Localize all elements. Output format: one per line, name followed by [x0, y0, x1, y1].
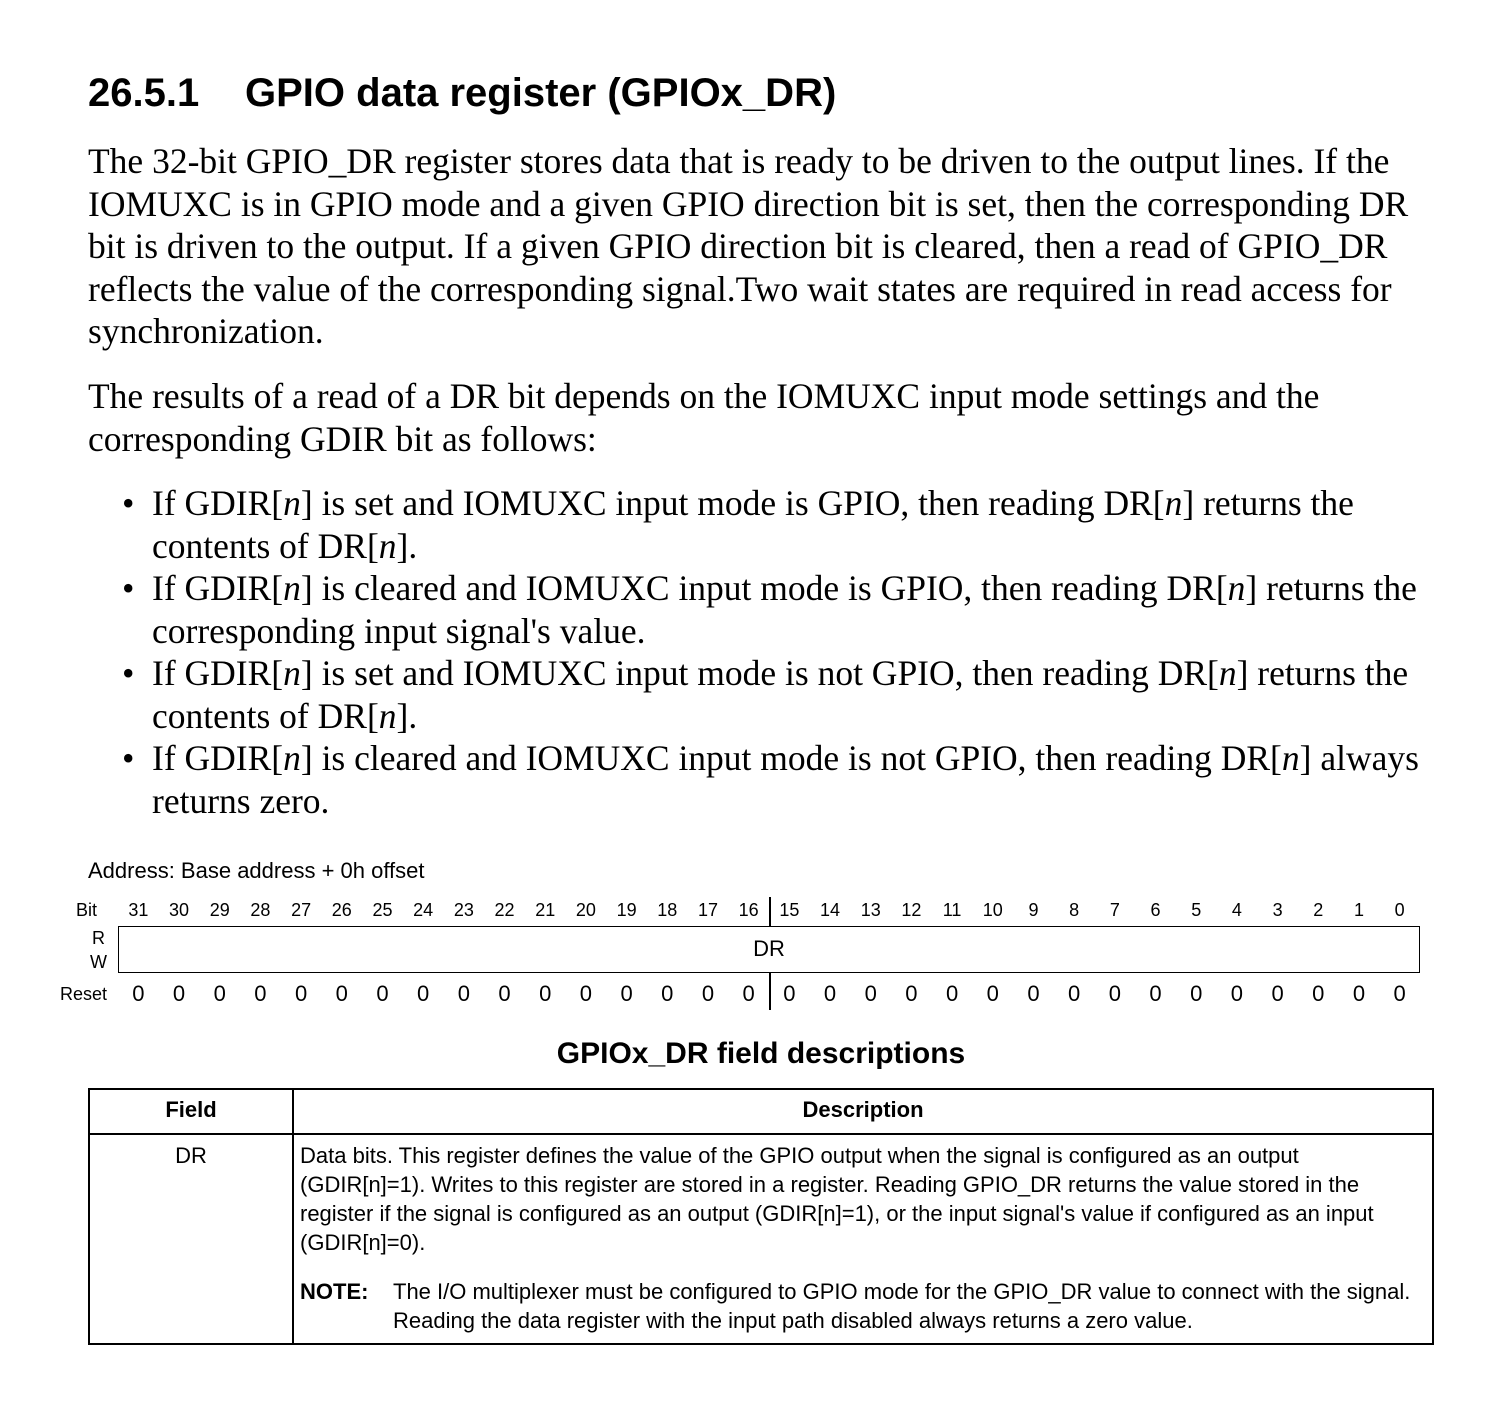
- bit-number: 23: [453, 900, 474, 920]
- bit-number: 19: [616, 900, 637, 920]
- reset-value: 0: [457, 981, 470, 1006]
- list-item: • If GDIR[n] is set and IOMUXC input mode is not GPIO, then reading DR[n] returns the contents of DR[n].: [122, 653, 1409, 736]
- bit-number: 18: [657, 900, 678, 920]
- bit-label: Bit: [76, 900, 98, 920]
- bullet-list: [88, 482, 1438, 822]
- reset-value: 0: [539, 981, 552, 1006]
- reset-label: Reset: [60, 984, 108, 1004]
- bullet-dot-icon: •: [122, 568, 135, 608]
- note: [300, 1277, 1426, 1335]
- section-title: GPIO data register (GPIOx_DR): [245, 71, 837, 115]
- write-label: W: [90, 952, 107, 972]
- bullet-dot-icon: •: [122, 483, 135, 523]
- bit-number: 6: [1150, 900, 1161, 920]
- paragraph-read-results: The results of a read of a DR bit depends on the IOMUXC input mode settings and the corresponding GDIR bit as follows:: [88, 376, 1320, 459]
- bit-number: 7: [1109, 900, 1120, 920]
- bullet-dot-icon: •: [122, 653, 135, 693]
- header-description: Description: [293, 1089, 1433, 1134]
- bit-number: 11: [942, 900, 962, 920]
- reset-value: 0: [1190, 981, 1203, 1006]
- list-item: • If GDIR[n] is cleared and IOMUXC input mode is not GPIO, then reading DR[n] always returns zero.: [122, 738, 1419, 821]
- bit-number: 21: [535, 900, 556, 920]
- reset-value: 0: [823, 981, 837, 1006]
- reset-value: 0: [1230, 981, 1244, 1006]
- table-title: GPIOx_DR field descriptions: [556, 1037, 966, 1070]
- paragraph-intro: The 32-bit GPIO_DR register stores data that is ready to be driven to the output lines. If the IOMUXC is in GPIO mode and a given GPIO direction bit is set, then the corresponding DR bit is driven to the output. If a given GPIO direction bit is cleared, then a read of GPIO_DR reflects the value of the corresponding signal.Two wait states are required in read access for synchronization.: [88, 141, 1409, 351]
- reset-value: 0: [294, 981, 308, 1006]
- bit-number: 14: [820, 900, 841, 920]
- read-label: R: [92, 928, 105, 948]
- bit-number: 8: [1069, 900, 1080, 920]
- bit-number: 0: [1394, 900, 1405, 920]
- reset-value: 0: [376, 981, 389, 1006]
- bit-number: 26: [331, 900, 352, 920]
- bit-number: 27: [291, 900, 312, 920]
- table-row: [89, 1134, 1433, 1344]
- reset-value: 0: [864, 981, 877, 1006]
- bit-number: 28: [250, 900, 271, 920]
- table-header-row: [89, 1089, 1433, 1134]
- reset-value: 0: [1027, 981, 1040, 1006]
- note-label: NOTE:: [300, 1279, 369, 1304]
- reset-value: 0: [661, 981, 674, 1006]
- description-text: Data bits. This register defines the value of the GPIO output when the signal is configured as an output (GDIR[n]=1). Writes to this register are stored in a register. Reading GPIO_DR returns the value stored in the register if the signal is configured as an output (GDIR[n]=1), or the input signal's value if configured as an input (GDIR[n]=0).: [300, 1143, 1374, 1255]
- bit-number: 16: [738, 900, 759, 920]
- register-address: Address: Base address + 0h offset: [88, 858, 425, 883]
- reset-value: 0: [1393, 981, 1406, 1006]
- reset-value: 0: [1271, 981, 1284, 1006]
- section-number: 26.5.1: [88, 71, 200, 115]
- reset-value: 0: [783, 981, 796, 1006]
- field-descriptions-table: [88, 1088, 1434, 1345]
- bit-number: 2: [1313, 900, 1324, 920]
- reset-value: 0: [213, 981, 226, 1006]
- bit-number: 24: [413, 900, 434, 920]
- bit-number: 5: [1191, 900, 1202, 920]
- reset-value: 0: [905, 981, 918, 1006]
- reset-value: 0: [335, 981, 348, 1006]
- reset-value: 0: [417, 981, 430, 1006]
- cell-description: [293, 1134, 1433, 1344]
- bit-number: 30: [169, 900, 190, 920]
- reset-value: 0: [132, 981, 145, 1006]
- reset-value: 0: [620, 981, 633, 1006]
- register-field-box: [118, 926, 1420, 973]
- reset-value: 0: [1068, 981, 1081, 1006]
- bit-number: 15: [779, 900, 800, 920]
- register-field-name: DR: [753, 936, 785, 961]
- reset-value: 0: [579, 981, 593, 1006]
- bit-number: 31: [128, 900, 149, 920]
- bit-number: 22: [494, 900, 515, 920]
- reset-value: 0: [1312, 981, 1325, 1006]
- section-heading: [88, 68, 836, 118]
- bit-number: 12: [901, 900, 922, 920]
- note-text: The I/O multiplexer must be configured to GPIO mode for the GPIO_DR value to connect with the signal. Reading the data register with the input path disabled always returns a zero value.: [393, 1279, 1411, 1333]
- bit-number: 29: [209, 900, 230, 920]
- reset-value: 0: [986, 981, 999, 1006]
- reset-value: 0: [1352, 981, 1366, 1006]
- cell-field: DR: [89, 1134, 293, 1344]
- reset-value: 0: [254, 981, 267, 1006]
- bit-number: 4: [1231, 900, 1242, 920]
- bit-number: 25: [372, 900, 393, 920]
- header-field: Field: [89, 1089, 293, 1134]
- bit-number: 10: [982, 900, 1003, 920]
- register-diagram: [60, 895, 1438, 1015]
- reset-value: 0: [945, 981, 959, 1006]
- bit-number: 1: [1353, 900, 1364, 920]
- reset-value: 0: [172, 981, 186, 1006]
- list-item: • If GDIR[n] is cleared and IOMUXC input mode is GPIO, then reading DR[n] returns the corresponding input signal's value.: [122, 568, 1417, 651]
- bit-number: 17: [697, 900, 718, 920]
- bit-number: 20: [575, 900, 596, 920]
- reset-value: 0: [701, 981, 715, 1006]
- bit-number: 9: [1028, 900, 1039, 920]
- list-item: • If GDIR[n] is set and IOMUXC input mode is GPIO, then reading DR[n] returns the contents of DR[n].: [122, 483, 1354, 566]
- bit-number: 13: [860, 900, 881, 920]
- reset-value: 0: [1108, 981, 1121, 1006]
- bit-number: 3: [1272, 900, 1283, 920]
- reset-value: 0: [742, 981, 755, 1006]
- bullet-dot-icon: •: [122, 738, 135, 778]
- reset-value: 0: [1149, 981, 1162, 1006]
- reset-value: 0: [498, 981, 511, 1006]
